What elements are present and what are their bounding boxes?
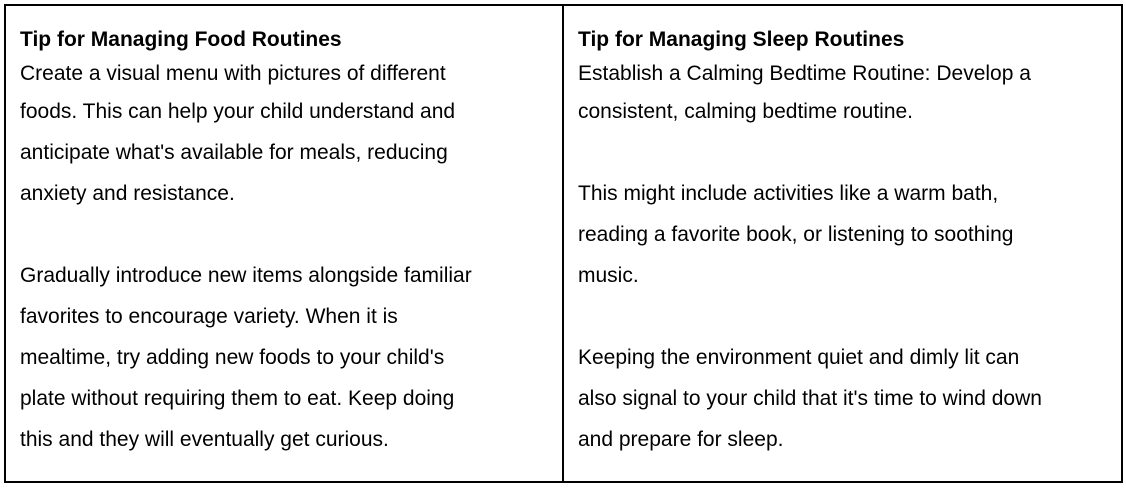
sleep-routines-cell [564, 6, 1121, 481]
sleep-tip-line: reading a favorite book, or listening to soothing [578, 223, 1014, 246]
food-tip-line: plate without requiring them to eat. Keep doing [20, 387, 455, 410]
food-tip-line: Gradually introduce new items alongside familiar [20, 264, 472, 287]
sleep-tip-line: music. [578, 264, 639, 287]
food-tip-line: favorites to encourage variety. When it is [20, 305, 398, 328]
sleep-tip-line: This might include activities like a warm bath, [578, 182, 999, 205]
food-tip-line: anxiety and resistance. [20, 182, 235, 205]
sleep-tip-line: Keeping the environment quiet and dimly lit can [578, 346, 1020, 369]
food-tip-heading: Tip for Managing Food Routines [20, 28, 342, 51]
paragraph-gap [20, 214, 552, 255]
sleep-tip-heading: Tip for Managing Sleep Routines [578, 28, 905, 51]
food-routines-cell [6, 6, 564, 481]
food-tip-line: this and they will eventually get curious. [20, 428, 389, 451]
sleep-tip-line: and prepare for sleep. [578, 428, 784, 451]
food-tip-line: anticipate what's available for meals, reducing [20, 141, 448, 164]
paragraph-gap [578, 132, 1111, 173]
sleep-tip-line: also signal to your child that it's time to wind down [578, 387, 1042, 410]
food-tip-line: mealtime, try adding new foods to your child's [20, 346, 445, 369]
food-tip-line: foods. This can help your child understand and [20, 100, 456, 123]
paragraph-gap [578, 296, 1111, 337]
sleep-tip-line: Establish a Calming Bedtime Routine: Develop a [578, 62, 1031, 85]
food-tip-line: Create a visual menu with pictures of different [20, 62, 446, 85]
tips-table [4, 4, 1123, 483]
sleep-tip-line: consistent, calming bedtime routine. [578, 100, 914, 123]
